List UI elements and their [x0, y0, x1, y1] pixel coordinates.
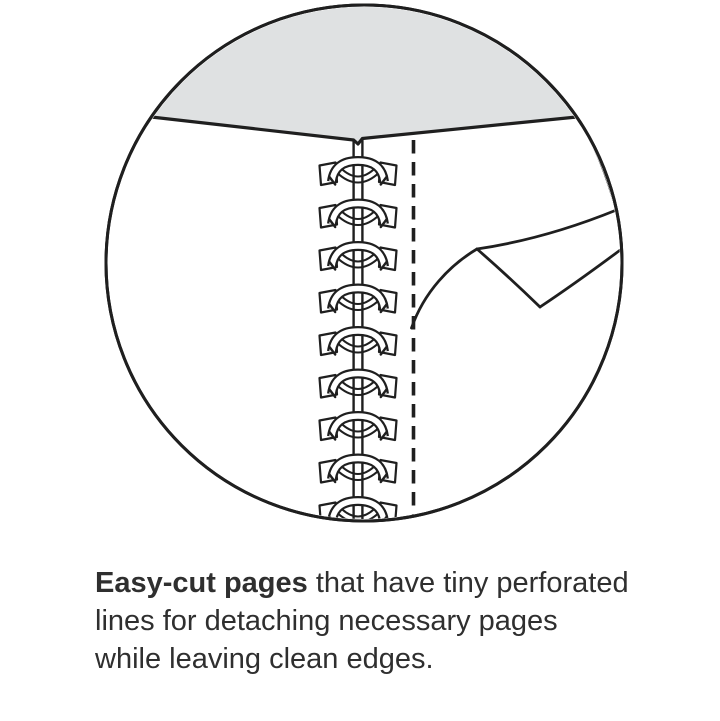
- caption: [95, 564, 629, 678]
- caption-text: while leaving clean edges.: [95, 643, 434, 675]
- caption-text: lines for detaching necessary pages: [95, 605, 558, 637]
- caption-line-1: [95, 564, 629, 602]
- caption-text: that have tiny perforated: [307, 567, 629, 599]
- cover-top: [151, 5, 576, 144]
- caption-line-2: [95, 602, 629, 640]
- caption-bold-text: Easy-cut pages: [95, 567, 308, 599]
- caption-line-3: [95, 640, 629, 678]
